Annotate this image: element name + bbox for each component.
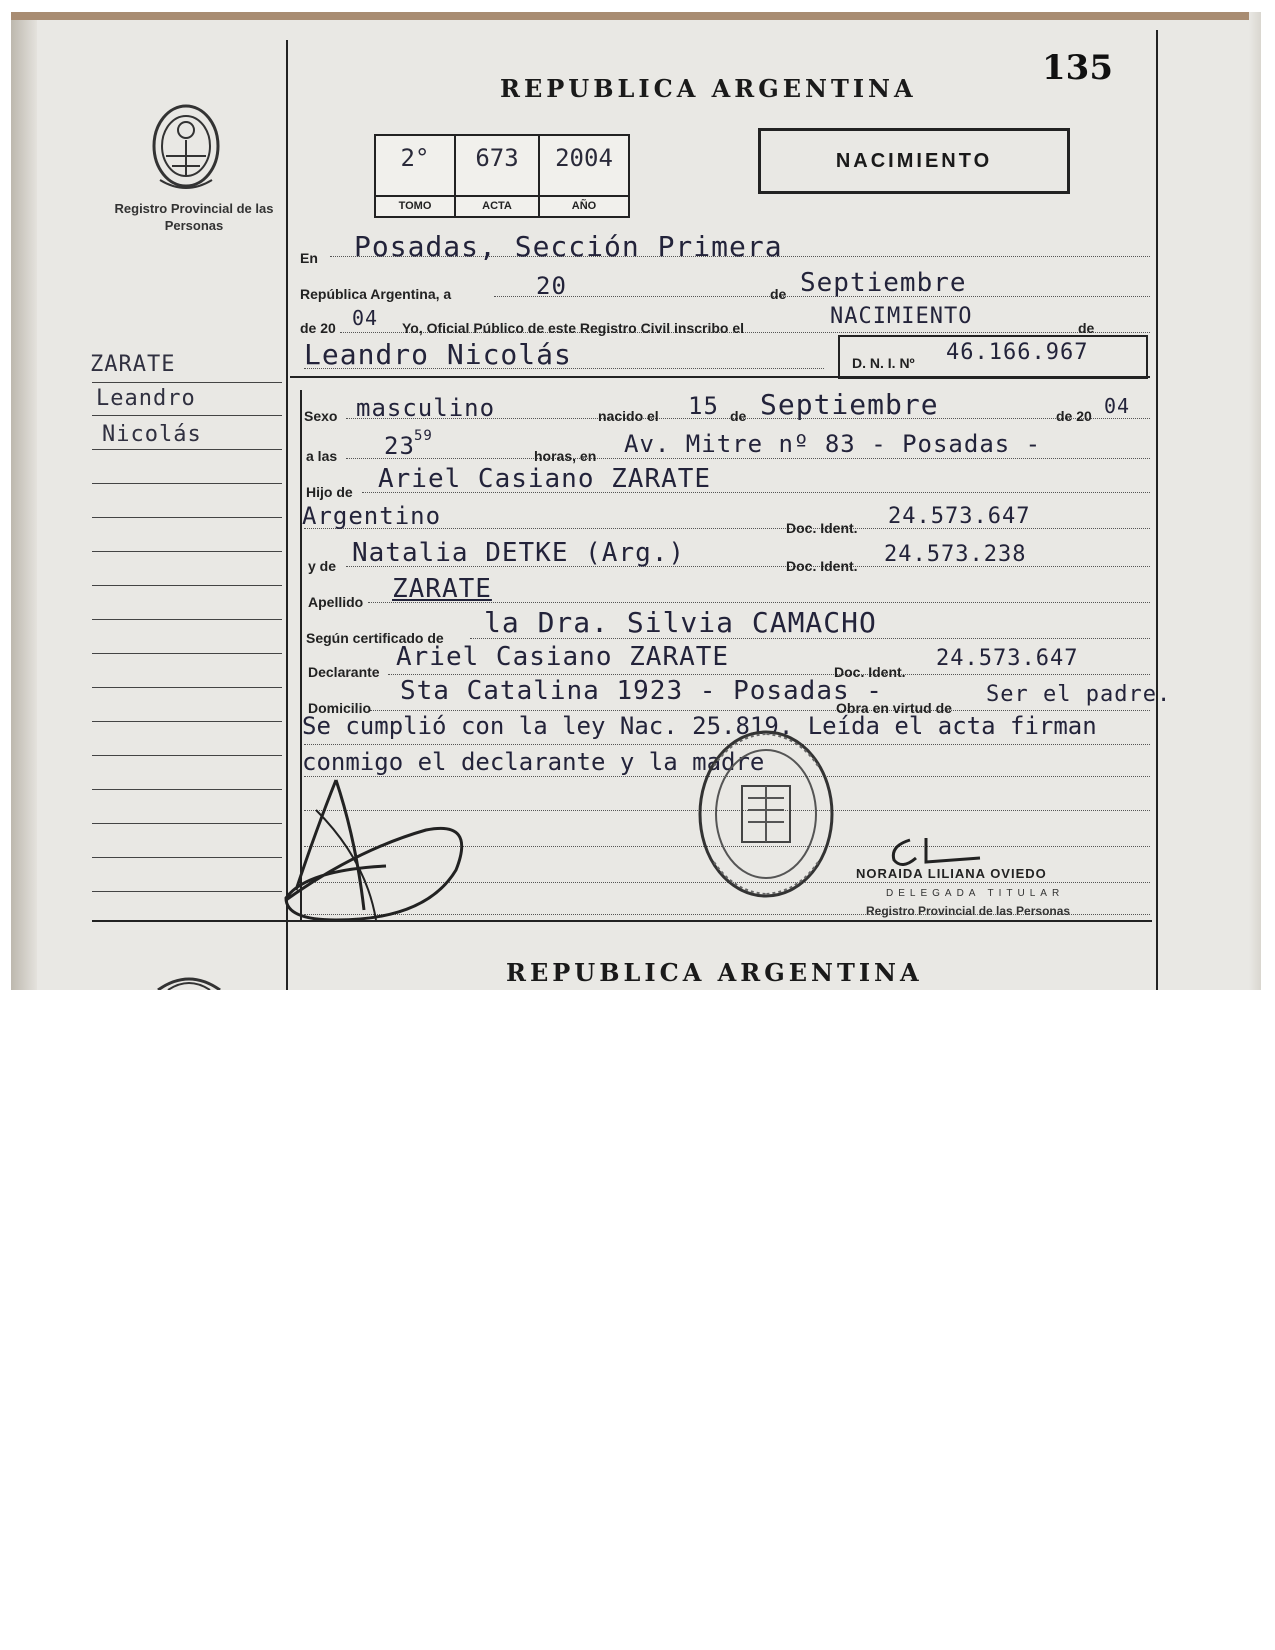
acta-value: 673	[475, 144, 519, 172]
republica-label: República Argentina, a	[300, 286, 452, 302]
de-label-3: de	[730, 408, 747, 424]
yde-label: y de	[308, 558, 337, 574]
de-label-2: de	[1078, 320, 1095, 336]
margin-line	[92, 517, 282, 518]
official-stamp	[694, 726, 838, 902]
registry-box	[374, 134, 630, 218]
hijo-label: Hijo de	[306, 484, 353, 500]
ano-label: AÑO	[540, 195, 628, 212]
footer-country-title: REPUBLICA ARGENTINA	[506, 958, 923, 987]
acta-label: ACTA	[456, 195, 538, 212]
officer-text: Yo, Oficial Público de este Registro Civil inscribo el	[402, 320, 745, 336]
margin-line	[92, 891, 282, 892]
margin-line	[92, 585, 282, 586]
record-line	[346, 458, 1150, 459]
coat-of-arms-icon	[146, 100, 226, 196]
tomo-cell	[376, 136, 456, 216]
note-line-2: conmigo el declarante y la madre	[302, 748, 765, 776]
record-type-box: NACIMIENTO	[758, 128, 1070, 194]
declarant-name: Ariel Casiano ZARATE	[396, 642, 730, 672]
official-office: Registro Provincial de las Personas	[866, 904, 1071, 918]
certifier-value: la Dra. Silvia CAMACHO	[484, 606, 877, 639]
margin-second-name: Nicolás	[102, 422, 202, 447]
nacido-label: nacido el	[598, 408, 659, 424]
ano-cell	[540, 136, 628, 216]
apellido-label: Apellido	[308, 594, 364, 610]
tomo-label: TOMO	[376, 195, 454, 212]
official-signature	[880, 836, 990, 870]
official-name: NORAIDA LILIANA OVIEDO	[856, 866, 1047, 881]
child-name: Leandro Nicolás	[304, 338, 572, 371]
seal-caption: Registro Provincial de las Personas	[114, 201, 274, 233]
alas-label: a las	[306, 448, 338, 464]
acta-cell	[456, 136, 540, 216]
father-name: Ariel Casiano ZARATE	[378, 464, 712, 494]
father-doc: 24.573.647	[888, 504, 1031, 529]
inscribed-value: NACIMIENTO	[830, 304, 973, 329]
margin-line	[92, 551, 282, 552]
declarant-doc-label: Doc. Ident.	[834, 664, 906, 680]
dni-label: D. N. I. Nº	[852, 355, 915, 371]
obra-label: Obra en virtud de	[836, 700, 952, 716]
official-role: DELEGADA TITULAR	[886, 888, 1065, 899]
segun-label: Según certificado de	[306, 630, 444, 646]
record-line	[370, 710, 1150, 711]
declarante-label: Declarante	[308, 664, 380, 680]
country-title: REPUBLICA ARGENTINA	[500, 74, 917, 103]
margin-line	[92, 687, 282, 688]
father-nationality: Argentino	[302, 502, 442, 530]
year-prefix: de 20	[300, 320, 336, 336]
year-suffix: 04	[352, 306, 379, 330]
mother-doc-label: Doc. Ident.	[786, 558, 858, 574]
margin-line	[92, 653, 282, 654]
margin-surname: ZARATE	[90, 352, 176, 377]
coat-of-arms-icon	[154, 974, 224, 990]
father-doc-label: Doc. Ident.	[786, 520, 858, 536]
margin-line	[92, 755, 282, 756]
note-line-1: Se cumplió con la ley Nac. 25.819. Leída el acta firman	[302, 712, 1097, 740]
sexo-value: masculino	[356, 394, 496, 422]
mother-name: Natalia DETKE (Arg.)	[352, 538, 686, 568]
page-curl	[11, 20, 37, 990]
ano-value: 2004	[555, 144, 613, 172]
declarant-doc: 24.573.647	[936, 646, 1079, 671]
page-shadow	[1249, 12, 1261, 990]
margin-line	[92, 449, 282, 450]
de-label: de	[770, 286, 787, 302]
sexo-label: Sexo	[304, 408, 338, 424]
declarant-signature	[276, 770, 476, 930]
apellido-value: ZARATE	[392, 574, 492, 604]
dni-value: 46.166.967	[946, 340, 1089, 365]
record-line	[388, 674, 1150, 675]
horas-label: horas, en	[534, 448, 597, 464]
right-border	[1156, 30, 1158, 990]
en-label: En	[300, 250, 318, 266]
margin-line	[92, 382, 282, 383]
folio-number: 135	[1042, 48, 1113, 88]
domicilio-label: Domicilio	[308, 700, 372, 716]
bottom-rule	[92, 920, 1152, 922]
domicilio-value: Sta Catalina 1923 - Posadas -	[400, 676, 883, 706]
day-value: 20	[536, 272, 567, 300]
margin-line	[92, 483, 282, 484]
margin-line	[92, 619, 282, 620]
month-value: Septiembre	[800, 268, 967, 298]
birth-year-suffix: 04	[1104, 394, 1131, 418]
birth-month: Septiembre	[760, 388, 939, 421]
margin-line	[92, 857, 282, 858]
margin-line	[92, 789, 282, 790]
hour-value: 23	[384, 432, 415, 460]
birth-year-prefix: de 20	[1056, 408, 1092, 424]
minute-value: 59	[414, 428, 433, 444]
place-value: Posadas, Sección Primera	[354, 230, 783, 263]
obra-value: Ser el padre.	[986, 682, 1172, 707]
margin-first-name: Leandro	[96, 386, 196, 411]
margin-line	[92, 415, 282, 416]
photo-edge	[11, 12, 1261, 20]
margin-line	[92, 721, 282, 722]
mother-doc: 24.573.238	[884, 542, 1027, 567]
birth-place: Av. Mitre nº 83 - Posadas -	[624, 430, 1042, 458]
tomo-value: 2°	[400, 144, 430, 172]
margin-line	[92, 823, 282, 824]
birth-day: 15	[688, 392, 719, 420]
